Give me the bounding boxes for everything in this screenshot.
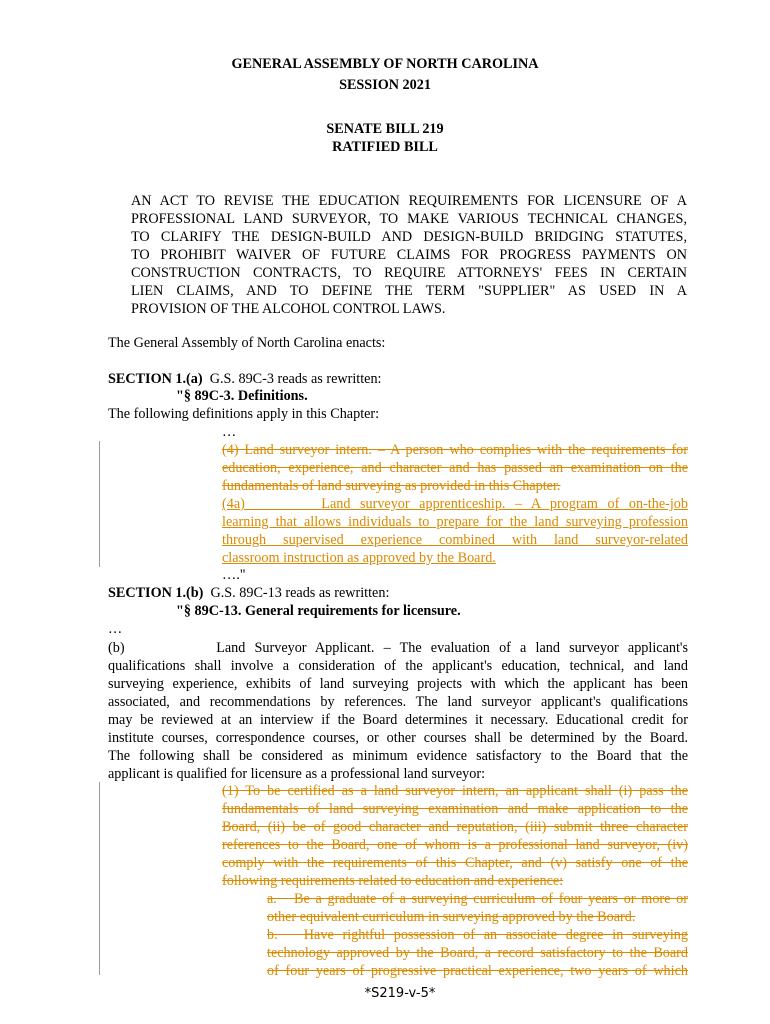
section-1a-intro [108,371,382,388]
paragraph-line: may be reviewed at an interview if the Board determines it necessary. Educational credit for [108,712,688,728]
section-1a-label: SECTION 1.(a) [108,371,203,387]
inserted-line: through supervised experience combined with land surveyor-related [222,532,688,548]
deleted-item-1 [222,782,688,890]
act-title-line: TO CLARIFY THE DESIGN-BUILD AND DESIGN-BUILD BRIDGING STATUTES, [131,229,687,245]
section-1b-text: G.S. 89C-13 reads as rewritten: [210,585,390,601]
deleted-line: following requirements related to education and experience: [222,873,564,889]
deleted-line: b. Have rightful possession of an associate degree in surveying [267,927,688,943]
paragraph-line: (b) Land Surveyor Applicant. – The evaluation of a land surveyor applicant's [108,640,688,656]
bill-status: RATIFIED BILL [332,139,438,155]
page-footer-code: *S219-v-5* [364,986,436,1001]
enacting-clause: The General Assembly of North Carolina enacts: [108,335,386,351]
ellipsis: … [222,424,237,440]
act-title-line: AN ACT TO REVISE THE EDUCATION REQUIREMENTS FOR LICENSURE OF A [131,193,687,209]
inserted-line: classroom instruction as approved by the Board. [222,550,496,566]
deleted-line: of four years of progressive practical experience, two years of which [267,963,688,979]
inserted-line: learning that allows individuals to prepare for the land surveying profession [222,514,688,530]
definitions-intro: The following definitions apply in this Chapter: [108,406,380,422]
deleted-line: technology approved by the Board, a record satisfactory to the Board [267,945,688,961]
deleted-line: other equivalent curriculum in surveying approved by the Board. [267,909,636,925]
change-margin-bar [99,441,100,567]
act-title [131,192,687,318]
session-label: SESSION 2021 [339,77,431,93]
deleted-line: references to the Board, one of whom is a professional land surveyor, (iv) [222,837,688,853]
deleted-line: (1) To be certified as a land surveyor intern, an applicant shall (i) pass the [222,783,688,799]
section-1b-label: SECTION 1.(b) [108,585,204,601]
deleted-line: fundamentals of land surveying as provided in this Chapter. [222,478,561,494]
deleted-definition-4 [222,441,688,567]
deleted-line: education, experience, and character and has passed an examination on the [222,460,688,476]
section-1a-text: G.S. 89C-3 reads as rewritten: [209,371,382,387]
change-margin-bar [99,782,100,975]
section-1b-intro [108,585,389,602]
inserted-line: (4a) Land surveyor apprenticeship. – A program of on-the-job [222,496,688,512]
act-title-line: LIEN CLAIMS, AND TO DEFINE THE TERM "SUPPLIER" AS USED IN A [131,283,687,299]
bill-number: SENATE BILL 219 [326,121,444,137]
section-1a-closing: …." [222,567,246,583]
deleted-line: a. Be a graduate of a surveying curriculum of four years or more or [267,891,688,907]
act-title-line: TO PROHIBIT WAIVER OF FUTURE CLAIMS FOR PROGRESS PAYMENTS ON [131,247,687,263]
deleted-line: Board, (ii) be of good character and reputation, (iii) submit three character [222,819,688,835]
paragraph-line: associated, and recommendations by references. The land surveyor applicant's qualifications [108,694,688,710]
assembly-title: GENERAL ASSEMBLY OF NORTH CAROLINA [231,56,539,72]
section-1b-heading: "§ 89C-13. General requirements for licensure. [176,603,461,619]
deleted-item-a [267,890,688,980]
subsection-b [108,639,688,783]
paragraph-line: The following shall be considered as minimum evidence satisfactory to the Board that the [108,748,688,764]
deleted-line: comply with the requirements of this Chapter, and (v) satisfy one of the [222,855,688,871]
paragraph-line: institute courses, correspondence courses, or other courses shall be determined by the Board. [108,730,688,746]
deleted-line: (4) Land surveyor intern. – A person who complies with the requirements for [222,442,688,458]
paragraph-line: applicant is qualified for licensure as a professional land surveyor: [108,766,486,782]
act-title-line: CONSTRUCTION CONTRACTS, TO REQUIRE ATTORNEYS' FEES IN CERTAIN [131,265,687,281]
paragraph-line: surveying experience, exhibits of land surveying projects with which the applicant has been [108,676,688,692]
deleted-line: fundamentals of land surveying examination and make application to the [222,801,688,817]
ellipsis: … [108,621,123,637]
paragraph-line: qualifications shall involve a consideration of the applicant's education, technical, and land [108,658,688,674]
act-title-line: PROFESSIONAL LAND SURVEYOR, TO MAKE VARIOUS TECHNICAL CHANGES, [131,211,687,227]
act-title-line: PROVISION OF THE ALCOHOL CONTROL LAWS. [131,301,446,317]
section-1a-heading: "§ 89C-3. Definitions. [176,388,308,404]
